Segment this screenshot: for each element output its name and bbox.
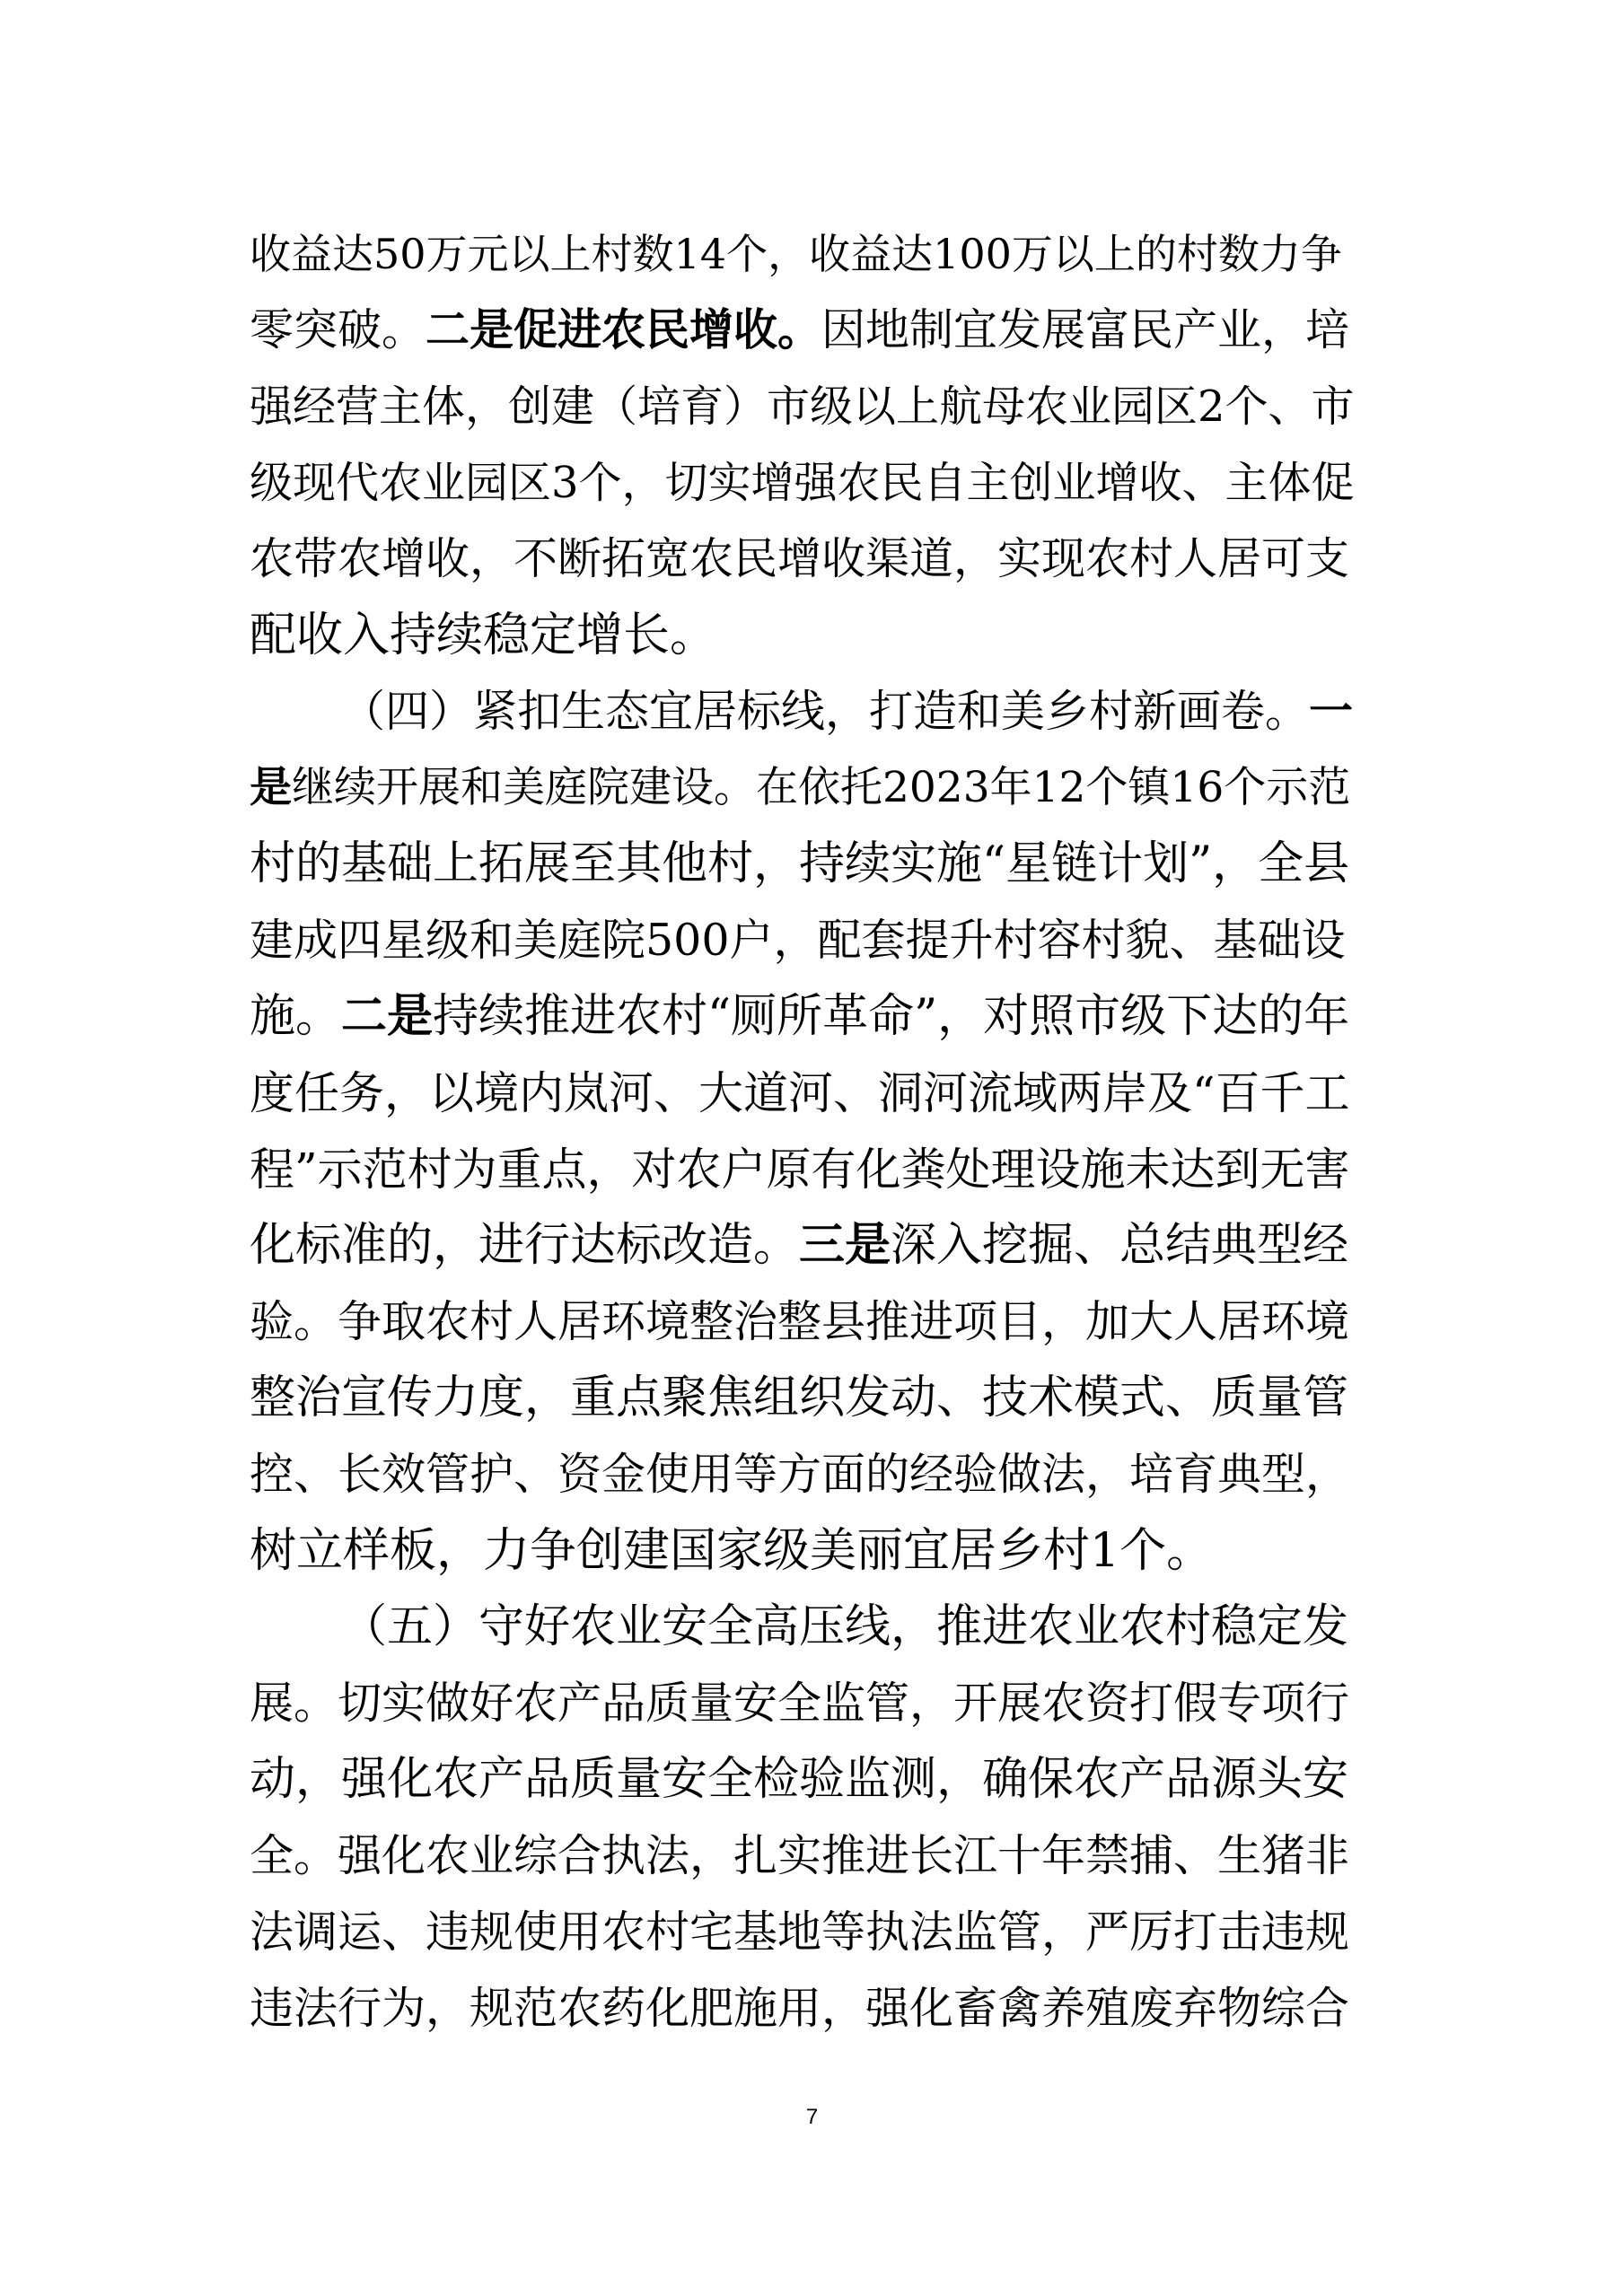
body-text: 因地制宜发展富民产业，培 [821, 304, 1350, 355]
bold-lead-text: 三是 [799, 1219, 891, 1272]
body-text: 度任务，以境内岚河、大道河、洞河流域两岸及“百千工 [250, 1067, 1350, 1119]
body-text: 化标准的，进行达标改造。 [250, 1219, 800, 1272]
text-line [0, 1207, 1624, 1284]
body-text: 验。争取农村人居环境整治整县推进项目，加大人居环境 [250, 1296, 1350, 1347]
text-line [0, 1055, 1624, 1132]
body-text: 法调运、违规使用农村宅基地等执法监管，严厉打击违规 [250, 1906, 1350, 1958]
text-line [0, 215, 1624, 293]
bold-lead-text: 二是促进农民增收。 [426, 304, 822, 355]
body-text: 深入挖掘、总结典型经 [891, 1219, 1349, 1272]
body-text: 违法行为，规范农药化肥施用，强化畜禽养殖废弃物综合 [250, 1983, 1350, 2034]
body-text: 树立样板，力争创建国家级美丽宜居乡村1个。 [250, 1524, 1214, 1578]
text-line [0, 1131, 1624, 1208]
body-text: （四）紧扣生态宜居标线，打造和美乡村新画卷。 [341, 686, 1310, 737]
text-line [0, 368, 1624, 445]
body-text: 持续推进农村“厕所革命”，对照市级下达的年 [433, 990, 1350, 1043]
body-text: 农带农增收，不断拓宽农民增收渠道，实现农村人居可支 [250, 533, 1350, 584]
text-line [0, 444, 1624, 521]
body-text: （五）守好农业安全高压线，推进农业农村稳定发 [341, 1600, 1349, 1653]
text-line [0, 1512, 1624, 1590]
text-line [0, 902, 1624, 979]
text-line [0, 1665, 1624, 1742]
body-text: 整治宣传力度，重点聚焦组织发动、技术模式、质量管 [250, 1371, 1349, 1424]
body-text: 收益达50万元以上村数14个，收益达100万以上的村数力争 [250, 230, 1342, 278]
text-line [0, 1589, 1624, 1666]
body-text: 村的基础上拓展至其他村，持续实施“星链计划”，全县 [250, 837, 1350, 890]
bold-lead-text: 一 [1309, 686, 1354, 737]
text-line [0, 1970, 1624, 2047]
text-line [0, 826, 1624, 903]
body-text: 建成四星级和美庭院500户，配套提升村容村貌、基础设 [250, 915, 1346, 966]
text-line [0, 749, 1624, 827]
body-text: 施。 [250, 990, 342, 1043]
body-text: 全。强化农业综合执法，扎实推进长江十年禁捕、生猪非 [250, 1830, 1350, 1881]
body-text: 程”示范村为重点，对农户原有化粪处理设施未达到无害 [250, 1144, 1350, 1196]
text-line [0, 1894, 1624, 1971]
body-text: 动，强化农产品质量安全检验监测，确保农产品源头安 [250, 1753, 1349, 1806]
body-text: 继续开展和美庭院建设。在依托2023年12个镇16个示范 [292, 763, 1351, 812]
body-text: 控、长效管护、资金使用等方面的经验做法，培育典型， [250, 1449, 1350, 1500]
text-line [0, 1360, 1624, 1437]
body-text: 零突破。 [250, 304, 426, 355]
body-text: 配收入持续稳定增长。 [250, 609, 717, 662]
text-line [0, 521, 1624, 598]
bold-lead-text: 是 [250, 763, 292, 812]
text-line [0, 1818, 1624, 1895]
text-line [0, 1284, 1624, 1361]
text-line [0, 978, 1624, 1056]
body-text: 展。切实做好农产品质量安全监管，开展农资打假专项行 [250, 1678, 1350, 1729]
text-line [0, 1741, 1624, 1818]
text-line [0, 292, 1624, 369]
text-line [0, 673, 1624, 750]
body-text: 级现代农业园区3个，切实增强农民自主创业增收、主体促 [250, 458, 1355, 508]
page-number: 7 [805, 2105, 819, 2129]
text-line [0, 597, 1624, 674]
text-line [0, 1436, 1624, 1513]
body-text: 强经营主体，创建（培育）市级以上航母农业园区2个、市 [250, 381, 1355, 432]
bold-lead-text: 二是 [341, 990, 434, 1043]
